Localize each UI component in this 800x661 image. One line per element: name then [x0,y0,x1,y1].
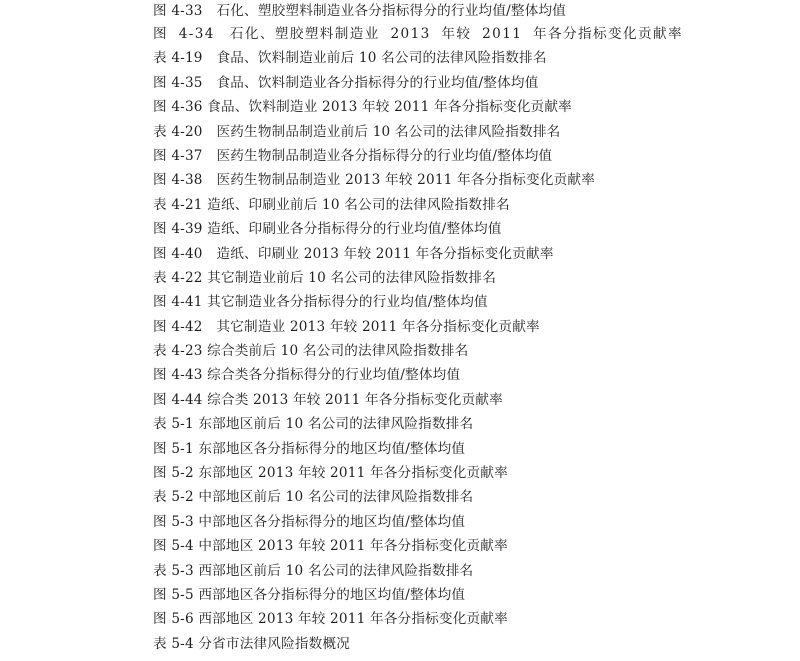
toc-entry: 表 4-20 医药生物制品制造业前后 10 名公司的法律风险指数排名 [153,123,561,140]
toc-entry: 表 5-2 中部地区前后 10 名公司的法律风险指数排名 [153,489,474,506]
toc-entry: 图 5-5 西部地区各分指标得分的地区均值/整体均值 [153,586,466,603]
toc-entry: 图 5-4 中部地区 2013 年较 2011 年各分指标变化贡献率 [153,538,508,555]
toc-entry: 图 4-38 医药生物制品制造业 2013 年较 2011 年各分指标变化贡献率 [153,172,595,189]
toc-entry: 图 4-40 造纸、印刷业 2013 年较 2011 年各分指标变化贡献率 [153,245,554,262]
toc-entry: 表 5-1 东部地区前后 10 名公司的法律风险指数排名 [153,416,474,433]
toc-entry: 图 4-35 食品、饮料制造业各分指标得分的行业均值/整体均值 [153,74,539,91]
toc-entry: 表 5-4 分省市法律风险指数概况 [153,635,351,652]
toc-entry: 图 4-34 石化、塑胶塑料制造业 2013 年较 2011 年各分指标变化贡献率 [153,26,683,42]
list-of-figures-and-tables [153,0,773,656]
toc-entry: 图 4-37 医药生物制品制造业各分指标得分的行业均值/整体均值 [153,147,553,164]
toc-entry: 图 4-41 其它制造业各分指标得分的行业均值/整体均值 [153,294,488,311]
toc-entry: 图 5-1 东部地区各分指标得分的地区均值/整体均值 [153,440,466,457]
toc-entry: 表 5-3 西部地区前后 10 名公司的法律风险指数排名 [153,562,474,579]
toc-entry: 图 4-44 综合类 2013 年较 2011 年各分指标变化贡献率 [153,391,503,408]
toc-entry: 图 5-2 东部地区 2013 年较 2011 年各分指标变化贡献率 [153,465,508,482]
toc-entry: 图 4-36 食品、饮料制造业 2013 年较 2011 年各分指标变化贡献率 [153,99,572,116]
toc-entry: 表 4-23 综合类前后 10 名公司的法律风险指数排名 [153,343,469,360]
toc-entry: 图 4-39 造纸、印刷业各分指标得分的行业均值/整体均值 [153,221,502,238]
toc-entry: 表 4-21 造纸、印刷业前后 10 名公司的法律风险指数排名 [153,196,510,213]
toc-entry: 表 4-19 食品、饮料制造业前后 10 名公司的法律风险指数排名 [153,50,547,67]
toc-entry: 图 4-43 综合类各分指标得分的行业均值/整体均值 [153,367,461,384]
toc-entry: 图 4-42 其它制造业 2013 年较 2011 年各分指标变化贡献率 [153,318,540,335]
toc-entry: 图 5-3 中部地区各分指标得分的地区均值/整体均值 [153,513,466,530]
toc-entry: 图 5-6 西部地区 2013 年较 2011 年各分指标变化贡献率 [153,611,508,628]
toc-entry: 图 4-33 石化、塑胶塑料制造业各分指标得分的行业均值/整体均值 [153,3,567,19]
toc-entry: 表 4-22 其它制造业前后 10 名公司的法律风险指数排名 [153,269,496,286]
